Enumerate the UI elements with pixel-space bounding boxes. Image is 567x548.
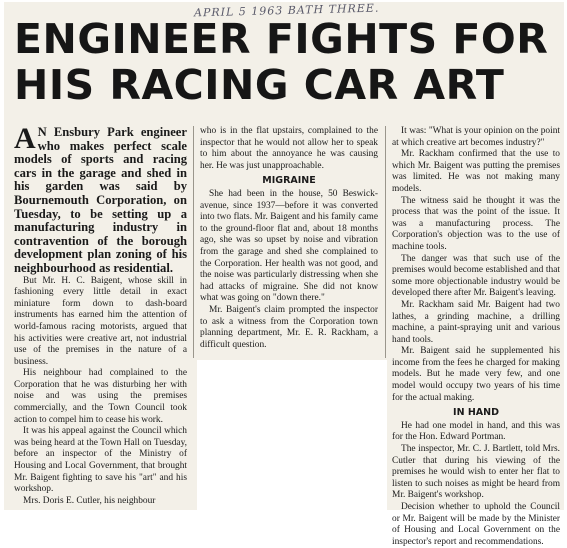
- subheading-migraine: MIGRAINE: [262, 175, 316, 187]
- column-divider: [193, 126, 194, 358]
- headline: ENGINEER FIGHTS FOR HIS RACING CAR ART: [14, 15, 549, 109]
- body-paragraph: Mr. Baigent's claim prompted the inspector to ask a witness from the Corporation town planning department, Mr. E. R. Rackham, a difficult question.: [200, 304, 378, 350]
- body-paragraph: He had one model in hand, and this was for the Hon. Edward Portman.: [392, 420, 560, 443]
- handwritten-date-note: APRIL 5 1963 BATH THREE.: [193, 1, 380, 20]
- body-paragraph: It was his appeal against the Council which was being heard at the Town Hall on Tuesday, before an inspector of the Ministry of Housing and Local Government, that brought Mr. Baigent fighting to save his "art" and his workshop.: [14, 426, 187, 495]
- subheading-in-hand: IN HAND: [453, 407, 499, 419]
- drop-cap: A: [14, 122, 36, 155]
- body-paragraph: The inspector, Mr. C. J. Bartlett, told Mrs. Cutler that during his viewing of the premises he would wish to enter her flat to listen to such noises as might be heard from Mr. Baigent's workshop.: [392, 444, 560, 501]
- body-paragraph: Mrs. Doris E. Cutler, his neighbour: [23, 495, 156, 506]
- body-paragraph: It was: "What is your opinion on the point at which creative art becomes industry?": [392, 126, 560, 148]
- body-paragraph: His neighbour had complained to the Corporation that he was disturbing her with noise and was using the premises commercially, and the Town Council took action to compel him to cease his work.: [14, 368, 187, 425]
- body-paragraph: But Mr. H. C. Baigent, whose skill in fashioning every little detail in exact miniature form down to dash-board instruments has earned him the attention of world-famous racing motorists, argued that his activities were creative art, not industrial use of the premises in the nature of a business.: [14, 275, 187, 367]
- column-divider: [385, 126, 386, 358]
- blank-patch: [197, 360, 387, 512]
- article-column-2: [200, 126, 378, 351]
- newspaper-clipping: [4, 1, 564, 547]
- article-column-3: [392, 126, 560, 548]
- lead-paragraph: A N Ensbury Park engineer who makes perfect scale models of sports and racing cars in the garage and shed in his garden was said by Bournemouth Corporation, on Tuesday, to be setting up a manufacturing industry in contravention of the borough development plan zoning of his neighbourhood as residential.: [14, 122, 187, 275]
- article-column-1: [14, 122, 187, 507]
- body-paragraph: She had been in the house, 50 Beswick-avenue, since 1937—before it was converted into two flats. Mr. Baigent and his family came to the ground-floor flat and, about 18 months ago, she was so upset by noise and vibration from the garage and shed she complained to the Corporation. Her health was not good, and the noise was particularly distressing when she had attacks of migraine. She did not know what was going on "down there.": [200, 188, 378, 304]
- body-paragraph: Mr. Rackham confirmed that the use to which Mr. Baigent was putting the premises was limited. He was not making many models.: [392, 149, 560, 194]
- body-paragraph: The witness said he thought it was the process that was the point of the issue. It was a manufacturing process. The Corporation's objection was to the use of machine tools.: [392, 195, 560, 252]
- body-paragraph: The danger was that such use of the premises would become established and that some more objectionable industry would be developed there after Mr. Baigent's leaving.: [392, 253, 560, 299]
- body-paragraph: Mr. Rackham said Mr. Baigent had two lathes, a grinding machine, a drilling machine, a paint-spraying unit and various hand tools.: [392, 299, 560, 345]
- body-paragraph: Decision whether to uphold the Council or Mr. Baigent will be made by the Minister of Housing and Local Government on the inspector's report and recommendations.: [392, 502, 560, 547]
- body-paragraph: who is in the flat upstairs, complained to the inspector that he would not allow her to speak to him about the annoyance he was causing her. He was just unapproachable.: [200, 126, 378, 171]
- body-paragraph: Mr. Baigent said he supplemented his income from the fees he charged for making models. But he made very few, and one model would occupy two years of his time for the actual making.: [392, 346, 560, 403]
